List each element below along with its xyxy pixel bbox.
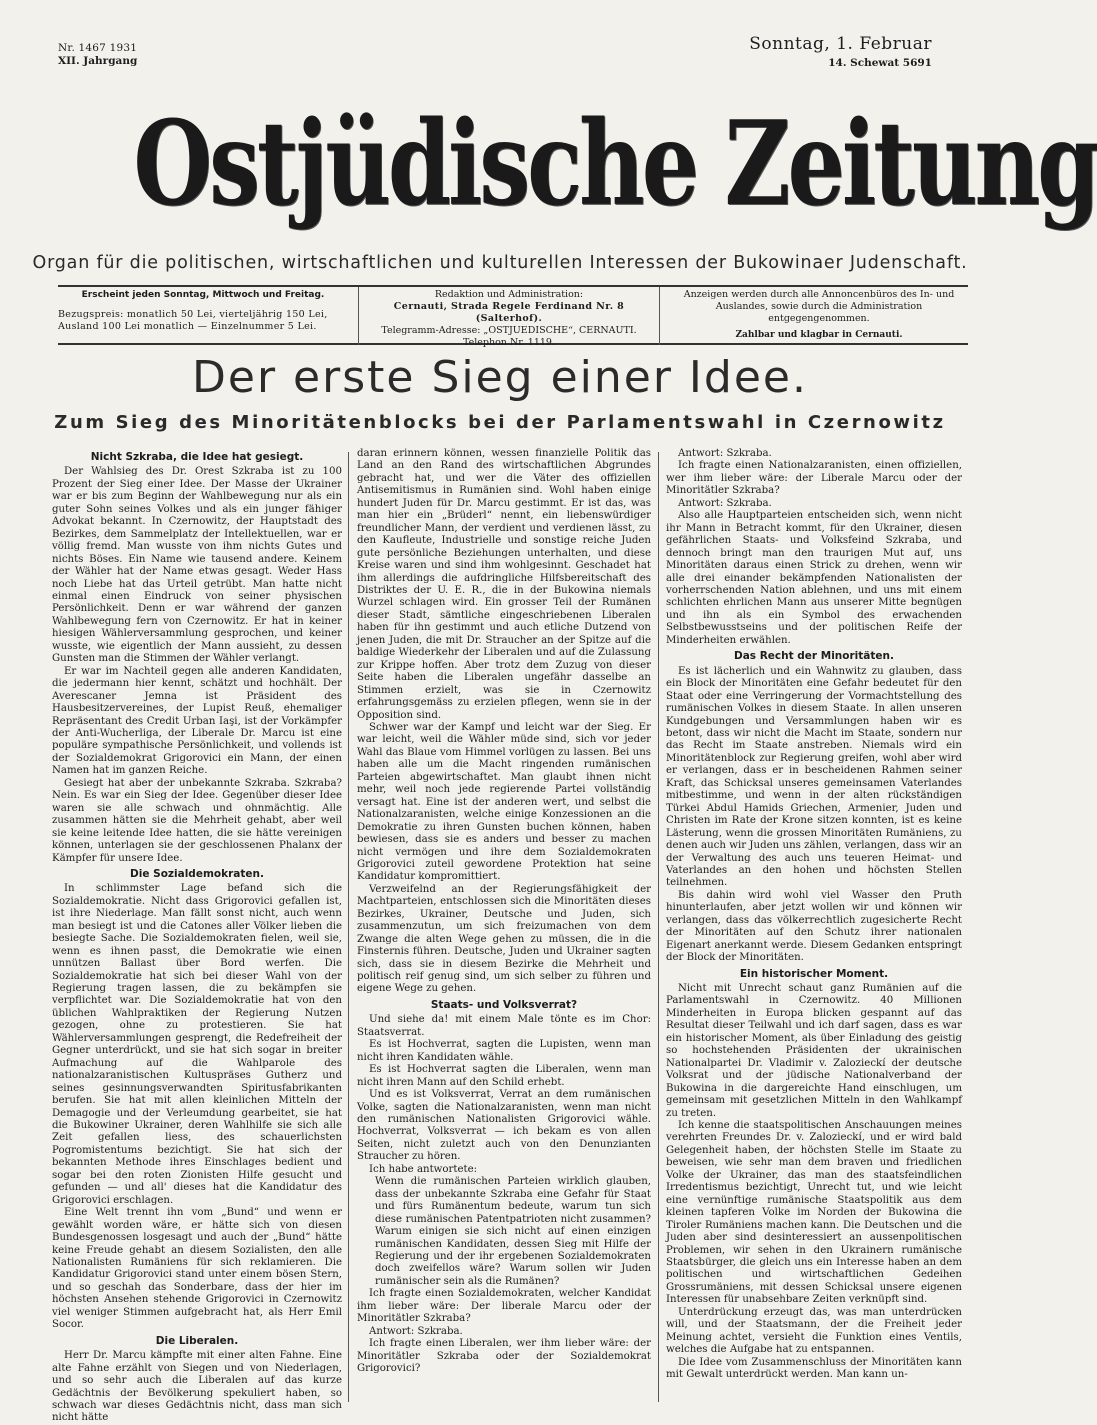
redaktion-title: Redaktion und Administration: [434, 289, 584, 300]
payable-text: Zahlbar und klagbar in Cernauti. [735, 330, 903, 340]
section-heading: Die Liberalen. [155, 1334, 239, 1347]
paragraph: Er war im Nachteil gegen alle anderen Kandidaten, die jedermann hier kennt, schätzt und hochhält. Der Averescaner Jemna ist Präsident des Hausbesitzervereines, der Lupist Reuß, ehemaliger Repräsentant des Credit Urban Iaşi, ist der Vorkämpfer der Anti-Wucherliga, der Liberale Dr. Marcu ist eine populäre sympathische Persönlichkeit, und vollends ist der Sozialdemokrat Grigorovici ein Mann, der einen Namen hat im ganzen Reiche. [52, 665, 342, 777]
redaktion-address: Cernauti, Strada Regele Ferdinand Nr. 8 (Salterhof). [393, 301, 625, 324]
subscription-info [58, 287, 348, 345]
editorial-address [358, 287, 660, 348]
article-subhead: Zum Sieg des Minoritätenblocks bei der Parlamentswahl in Czernowitz [54, 412, 946, 433]
ads-info [670, 287, 968, 345]
paragraph: Es ist Hochverrat sagten die Liberalen, wenn man nicht ihren Mann auf den Schild erhebt. [357, 1064, 651, 1088]
ads-text: Anzeigen werden durch alle Annoncenbüros des In- und Auslandes, sowie durch die Administration entgegengenommen. [683, 289, 955, 324]
issue-info [58, 42, 137, 68]
paragraph: Ich habe antwortete: [369, 1163, 478, 1175]
quoted-paragraph: Wenn die rumänischen Parteien wirklich glauben, dass der unbekannte Szkraba eine Gefahr für Staat und fürs Rumänentum bedeute, warum tun sich diese rumänischen Patentpatrioten nicht zusammen? Warum einigen sie sich nicht auf einen einzigen rumänischen Kandidaten, dessen Sieg mit Hilfe der Regierung und der ihr ergebenen Sozialdemokraten doch zweifellos wäre? Warum sollen wir Juden rumänischer sein als die Rumänen? [375, 1176, 651, 1287]
paragraph: Und es ist Volksverrat, Verrat an dem rumänischen Volke, sagten die Nationalzaranisten, wenn man nicht den rumänischen Nationalisten Grigorovici wähle. Hochverrat, Volksverrat — ich bekam es von allen Seiten, nicht zuletzt auch von den Denunzianten Straucher zu hören. [357, 1089, 651, 1163]
paragraph: Die Idee vom Zusammenschluss der Minoritäten kann mit Gewalt unterdrückt werden. Man kann un- [666, 1356, 962, 1381]
paragraph: Gesiegt hat aber der unbekannte Szkraba. Szkraba? Nein. Es war ein Sieg der Idee. Gegenüber dieser Idee waren sie alle schwach und ohnmächtig. Alle zusammen hätten sie die Mehrheit gehabt, aber weil sie keine leitende Idee hatten, die sie hätte vereinigen können, unterlagen sie der geschlossenen Phalanx der Kämpfer für unsere Idee. [52, 777, 342, 864]
paragraph: Ich fragte einen Nationalzaranisten, einen offiziellen, wer ihm lieber wäre: der Liberale Marcu oder der Minoritätler Szkraba? [666, 460, 962, 497]
paragraph: Nicht mit Unrecht schaut ganz Rumänien auf die Parlamentswahl in Czernowitz. 40 Millionen Minderheiten in Europa blicken gespannt auf das Resultat dieser Teilwahl und ich darf sagen, dass es war ein historischer Moment, als über Einladung des geistig so hochstehenden Präsidenten der ukrainischen Nationalpartei Dr. Vladimir v. Zalozieckí der deutsche Volksrat und der jüdische Nationalverband der Bukowina in die dargereichte Hand einschlugen, um gemeinsam mit gesetzlichen Mitteln in den Wahlkampf zu treten. [666, 983, 962, 1119]
paragraph: Bis dahin wird wohl viel Wasser den Pruth hinunterlaufen, aber jetzt wollen wir und können wir verlangen, dass das völkerrechtlich zugesicherte Recht der Minoritäten auf den Schutz ihrer nationalen Eigenart anerkannt werde. Diesem Gedanken entspringt der Block der Minoritäten. [666, 889, 962, 964]
section-heading: Staats- und Volksverrat? [430, 998, 578, 1011]
paragraph: Herr Dr. Marcu kämpfte mit einer alten Fahne. Eine alte Fahne erzählt von Siegen und von Niederlagen, und so sehr auch die Liberalen auf das kurze Gedächtnis der Bevölkerung spekuliert haben, so schwach war dieses Gedächtnis nicht, dass man sich nicht hätte [52, 1350, 342, 1424]
issue-date [749, 34, 932, 69]
paragraph: Und siehe da! mit einem Male tönte es im Chor: Staatsverrat. [357, 1014, 651, 1038]
paragraph: Eine Welt trennt ihn vom „Bund“ und wenn er gewählt worden wäre, er hätte sich von diesen Bundesgenossen losgesagt und auch der „Bund“ hätte keine Freude gehabt an diesem Sozialisten, den alle Nationalisten Rumäniens für sich reklamieren. Die Kandidatur Grigorovici stand unter einem bösen Stern, und so geschah das Sonderbare, dass der hier im höchsten Ansehen stehende Grigorovici in Czernowitz viel weniger Stimmen aufgebracht hat, als Herr Emil Socor. [52, 1207, 342, 1331]
paragraph: Ich kenne die staatspolitischen Anschauungen meines verehrten Freundes Dr. v. Zalozieckí, und er wird bald Gelegenheit haben, der höchsten Stelle im Staate zu beweisen, wie sehr man dem braven und friedlichen Volke der Ukrainer, das man des staatsfeindlichen Irredentismus bezichtigt, Unrecht tut, und wie leicht eine vernünftige rumänische Staatspolitik aus dem kleinen tapferen Volke im Norden der Bukowina die Tiroler Rumäniens machen kann. Die Deutschen und die Juden aber sind desinteressiert an aussenpolitischen Problemen, wir sehen in den Ukrainern rumänische Staatsbürger, die gleich uns ein Interesse haben an dem politischen und wirtschaftlichen Gedeihen Grossrumäniens, mit dessen Schicksal unsere eigenen Interessen für unabsehbare Zeiten verknüpft sind. [666, 1120, 962, 1306]
issue-year: XII. Jahrgang [58, 55, 138, 67]
section-heading: Die Sozialdemokraten. [130, 867, 264, 880]
paragraph: Verzweifelnd an der Regierungsfähigkeit der Machtparteien, entschlossen sich die Minoritäten dieses Bezirkes, Ukrainer, Deutsche und Juden, sich zusammenzutun, um sich freizumachen von dem Zwange die alten Wege gehen zu müssen, die in die Finsternis führen. Deutsche, Juden und Ukrainer sagten sich, dass sie in diesem Bezirke die Mehrheit und politisch reif genug sind, um sich selber zu führen und eigene Wege zu gehen. [357, 883, 651, 995]
column-rule [348, 452, 349, 1402]
paragraph: daran erinnern können, wessen finanzielle Politik das Land an den Rand des wirtschaftlichen Abgrundes gebracht hat, und wer die Väter des offiziellen Antisemitismus in Rumänien sind. Wohl haben einige hundert Juden für Dr. Marcu gestimmt. Er ist das, was man hier ein „Brüderl“ nennt, ein liebenswürdiger freundlicher Mann, der verdient und verdienen lässt, zu den Kaufleute, Industrielle und sonstige reiche Juden gute persönliche Beziehungen unterhalten, und diese Kreise waren und sind ihm wohlgesinnt. Geschadet hat ihm allerdings die aufdringliche Hilfsbereitschaft des Distriktes der U. E. R., die in der Bukowina niemals Wurzel schlagen wird. Ein grosser Teil der Rumänen dieser Stadt, sämtliche eingeschriebenen Liberalen haben für ihn gestimmt und auch etliche Dutzend von jenen Juden, die mit Dr. Straucher an der Spitze auf die baldige Wiederkehr der Liberalen und auf die Zulassung zur Krippe hoffen. Aber trotz dem Zuzug von dieser Seite haben die Liberalen ungefähr dasselbe an Stimmen erzielt, was sie in Czernowitz erfahrungsgemäss zu erzielen pflegen, wenn sie in der Opposition sind. [357, 448, 651, 721]
info-band [58, 285, 968, 348]
paragraph: In schlimmster Lage befand sich die Sozialdemokratie. Nicht dass Grigorovici gefallen ist, ist ihre Niederlage. Man fällt sonst nicht, auch wenn man besiegt ist und die Catones aller Völker lieben die besiegte Sache. Die Sozialdemokraten fielen, weil sie, wenn es ihnen passt, die Demokratie wie einen unnützen Ballast über Bord werfen. Die Sozialdemokratie hat sich bei dieser Wahl von der Regierung tragen lassen, die zu bekämpfen sie verpflichtet war. Die Sozialdemokratie hat von den üblichen Wahlpraktiken der Regierung Nutzen gezogen, ohne zu protestieren. Sie hat Wählerversammlungen gesprengt, die Redefreiheit der Gegner unterdrückt, und sie hat sich sogar in breiter Aufmachung auf die Wahlparole des nationalzaranistischen Kultuspräses Gutherz und seines gesinnungsverwandten Spiritusfabrikanten berufen. Sie hat mit allen kleinlichen Mitteln der Demagogie und der Verleumdung gearbeitet, sie hat die Bukowiner Ukrainer, deren Wahlhilfe sie sich alle Zeit gefallen liess, des schauerlichsten Pogromistentums bezichtigt. Sie hat sich der bekannten Methode ihres Einschlages bedient und sogar bei den roten Zionisten Hilfe gesucht und gefunden — und all' dieses hat die Kandidatur des Grigorovici erschlagen. [52, 883, 342, 1206]
paragraph: Schwer war der Kampf und leicht war der Sieg. Er war leicht, weil die Wähler müde sind, sich vor jeder Wahl das Blaue vom Himmel vorlügen zu lassen. Bei uns haben alle um die Macht ringenden rumänischen Parteien abgewirtschaftet. Man glaubt ihnen nicht mehr, weil noch jede regierende Partei vollständig versagt hat. Eine ist der anderen wert, und selbst die Nationalzaranisten, welche einige Konzessionen an die Demokratie zu ihren Gunsten buchen können, haben bewiesen, dass sie es anders und besser zu machen nicht vermögen und ihre dem Sozialdemokraten Grigorovici zuteil gewordene Protektion hat seine Kandidatur kompromittiert. [357, 721, 651, 883]
paragraph: Ich fragte einen Sozialdemokraten, welcher Kandidat ihm lieber wäre: Der liberale Marcu oder der Minoritätler Szkraba? [357, 1288, 651, 1325]
masthead [30, 96, 1097, 233]
newspaper-subtitle: Organ für die politischen, wirtschaftlichen und kulturellen Interessen der Bukowinaer Judenschaft. [32, 253, 968, 273]
paragraph: Antwort: Szkraba. [678, 497, 772, 509]
weekday-date: Sonntag, 1. Februar [749, 34, 932, 54]
column-rule [658, 452, 659, 1402]
paragraph: Der Wahlsieg des Dr. Orest Szkraba ist zu 100 Prozent der Sieg einer Idee. Der Masse der Ukrainer war er bis zum Beginn der Wahlbewegung nur als ein guter Sohn seines Volkes und als ein junger fähiger Advokat bekannt. In Czernowitz, der Hauptstadt des Bezirkes, dem Sammelplatz der Intellektuellen, war er völlig fremd. Man wusste von ihm nichts Gutes und nichts Böses. Ein Name wie tausend andere. Keinem der Wähler hat der Name etwas gesagt. Weder Hass noch Liebe hat das Urteil getrübt. Man hatte nicht einmal einen Eindruck von seiner physischen Persönlichkeit. Denn er war während der ganzen Wahlbewegung fern von Czernowitz. Er hat in keiner hiesigen Wählerversammlung gesprochen, und keiner wusste, wie eigentlich der Mann aussieht, zu dessen Gunsten man die Stimmen der Wähler verlangt. [52, 466, 342, 665]
newspaper-name: Ostjüdische Zeitung [133, 96, 1097, 232]
price-line-1: Bezugspreis: monatlich 50 Lei, vierteljährig 150 Lei, [58, 309, 328, 320]
section-heading: Das Recht der Minoritäten. [734, 650, 894, 663]
price-line-2: Ausland 100 Lei monatlich — Einzelnummer 5 Lei. [58, 321, 317, 332]
article-column-1 [52, 448, 342, 1424]
section-heading: Ein historischer Moment. [739, 967, 889, 980]
section-heading: Nicht Szkraba, die Idee hat gesiegt. [90, 451, 304, 463]
paragraph: Antwort: Szkraba. [678, 448, 772, 459]
article-column-2 [357, 448, 651, 1408]
paragraph: Es ist Hochverrat, sagten die Lupisten, wenn man nicht ihren Kandidaten wähle. [357, 1039, 651, 1063]
article-column-3 [666, 448, 962, 1408]
paragraph: Ich fragte einen Liberalen, wer ihm lieber wäre: der Minoritätler Szkraba oder der Sozialdemokrat Grigorovici? [357, 1338, 651, 1375]
hebrew-date: 14. Schewat 5691 [828, 57, 932, 69]
paragraph: Also alle Hauptparteien entscheiden sich, wenn nicht ihr Mann in Betracht kommt, für den Ukrainer, diesen gefährlichen Staats- und Volksfeind Szkraba, und dennoch bringt man den traurigen Mut auf, uns Minoritäten daraus einen Strick zu drehen, wenn wir alle drei einander bekämpfenden Nationalisten der vorherrschenden Nation ablehnen, und uns mit einem schlichten ehrlichen Mann aus unserer Mitte begnügen und ihn als ein Symbol des erwachenden Selbstbewusstseins und der politischen Reife der Minderheiten erwählen. [666, 510, 962, 646]
telegram-address: Telegramm-Adresse: „OSTJUEDISCHE“, CERNAUTI. [381, 325, 637, 336]
appearance-text: Erscheint jeden Sonntag, Mittwoch und Freitag. [81, 290, 325, 300]
issue-number: Nr. 1467 1931 [58, 42, 138, 54]
paragraph: Es ist lächerlich und ein Wahnwitz zu glauben, dass ein Block der Minoritäten eine Gefahr bedeutet für den Staat oder eine Verringerung der Vormachtstellung des rumänischen Volkes in diesem Staate. In allen unseren Kundgebungen und Versammlungen haben wir es betont, dass wir nicht die Macht im Staate, sondern nur das Recht im Staate anstreben. Niemals wird ein Minoritätenblock zur Regierung greifen, wohl aber wird er verlangen, dass er in bescheidenen Rahmen seiner Kraft, das Schicksal unseres gemeinsamen Vaterlandes mitbestimme, und wenn in der alten rückständigen Türkei Abdul Hamids Griechen, Armenier, Juden und Christen im Rate der Krone sitzen konnten, ist es keine Lästerung, wenn die grossen Minoritäten Rumäniens, zu denen auch wir Juden uns zählen, verlangen, dass wir an der Verwaltung des auch uns teueren Heimat- und Vaterlandes an den hohen und höchsten Stellen teilnehmen. [666, 665, 962, 889]
article-headline: Der erste Sieg einer Idee. [192, 352, 808, 403]
telephone-number: Telephon Nr. 1119. [463, 337, 555, 348]
paragraph: Unterdrückung erzeugt das, was man unterdrücken will, und der Staatsmann, der die Freiheit jeder Meinung achtet, versieht die Funktion eines Ventils, welches die Aufgabe hat zu entspannen. [666, 1306, 962, 1356]
paragraph: Antwort: Szkraba. [369, 1325, 463, 1337]
